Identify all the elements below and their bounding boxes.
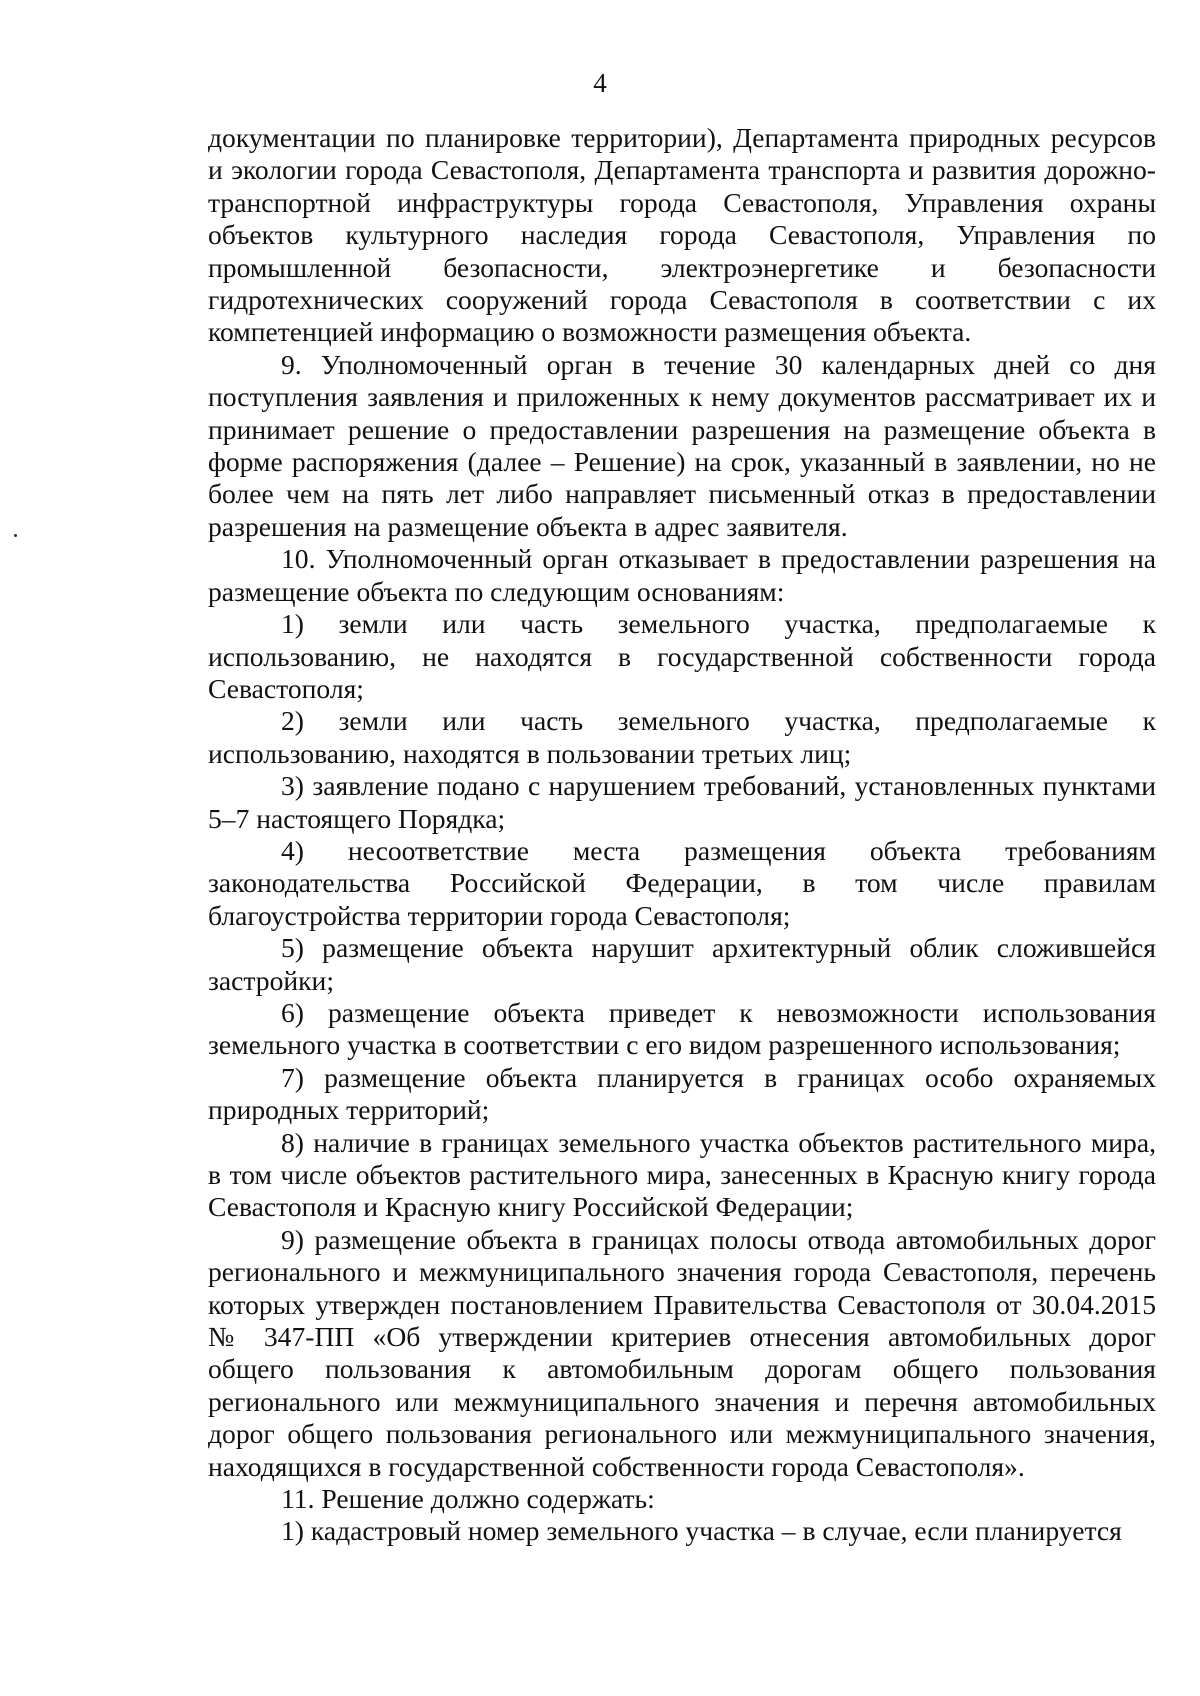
page-number: 4 <box>593 68 607 98</box>
list-item-1: 1) земли или часть земельного участка, предполагаемые к использованию, не находятся в государственной собственности города Севастополя; <box>208 608 1156 704</box>
paragraph-item-11: 11. Решение должно содержать: <box>281 1483 655 1515</box>
list-item-4: 4) несоответствие места размещения объекта требованиям законодательства Российской Федерации, в том числе правилам благоустройства территории города Севастополя; <box>208 834 1156 931</box>
list-item-6: 6) размещение объекта приведет к невозможности использования земельного участка в соответствии с его видом разрешенного использования; <box>208 996 1156 1061</box>
list-item-3: 3) заявление подано с нарушением требований, установленных пунктами 5–7 настоящего Порядка; <box>208 770 1156 834</box>
paragraph-item-9: 9. Уполномоченный орган в течение 30 календарных дней со дня поступления заявления и приложенных к нему документов рассматривает их и принимает решение о предоставлении разрешения на размещение объекта в форме распоряжения (далее – Решение) на срок, указанный в заявлении, но не более чем на пять лет либо направляет письменный отказ в предоставлении разрешения на размещение объекта в адрес заявителя. <box>208 348 1156 542</box>
list-item-9: 9) размещение объекта в границах полосы отвода автомобильных дорог регионального и межмуниципального значения города Севастополя, перечень которых утвержден постановлением Правительства Севастополя от 30.04.2015 № 347-ПП «Об утверждении критериев отнесения автомобильных дорог общего пользования к автомобильным дорогам общего пользования регионального или межмуниципального значения и перечня автомобильных дорог общего пользования регионального или межмуниципального значения, находящихся в государственной собственности города Севастополя». <box>208 1223 1156 1482</box>
paragraph-continuation: документации по планировке территории), Департамента природных ресурсов и экологии города Севастополя, Департамента транспорта и развития дорожно-транспортной инфраструктуры города Севастополя, Управления охраны объектов культурного наследия города Севастополя, Управления по промышленной безопасности, электроэнергетике и безопасности гидротехнических сооружений города Севастополя в соответствии с их компетенцией информацию о возможности размещения объекта. <box>208 122 1156 348</box>
list-item-2: 2) земли или часть земельного участка, предполагаемые к использованию, находятся в пользовании третьих лиц; <box>208 705 1156 769</box>
document-body <box>208 122 1156 1548</box>
margin-mark <box>14 534 17 537</box>
list-item-5: 5) размещение объекта нарушит архитектурный облик сложившейся застройки; <box>208 932 1156 996</box>
paragraph-item-10: 10. Уполномоченный орган отказывает в предоставлении разрешения на размещение объекта по следующим основаниям: <box>208 543 1156 607</box>
list-item-11-1: 1) кадастровый номер земельного участка – в случае, если планируется <box>281 1515 1122 1547</box>
list-item-7: 7) размещение объекта планируется в границах особо охраняемых природных территорий; <box>208 1061 1156 1126</box>
list-item-8: 8) наличие в границах земельного участка объектов растительного мира, в том числе объектов растительного мира, занесенных в Красную книгу города Севастополя и Красную книгу Российской Федерации; <box>208 1126 1156 1223</box>
